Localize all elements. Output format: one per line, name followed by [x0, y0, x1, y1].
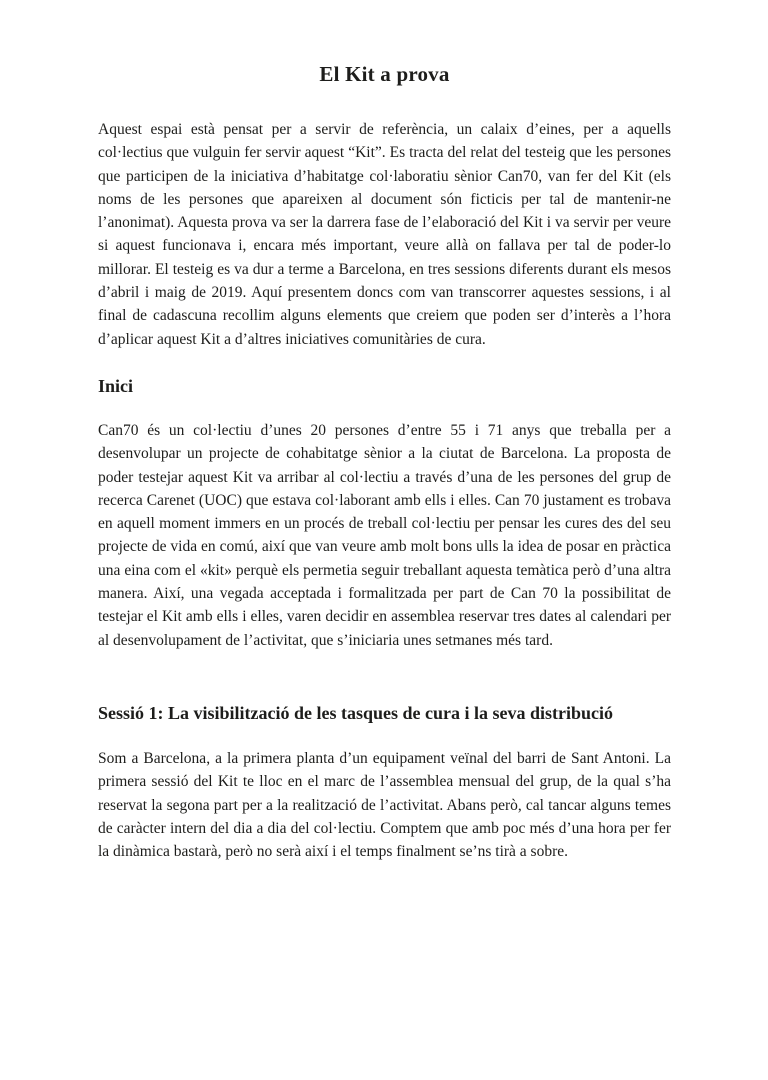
document-title: El Kit a prova [319, 62, 450, 86]
inici-paragraph: Can70 és un col·lectiu d’unes 20 persones d’entre 55 i 71 anys que treballa per a desenvolupar un projecte de cohabitatge sènior a la ciutat de Barcelona. La proposta de poder testejar aquest Kit va arribar al col·lectiu a través d’una de les persones del grup de recerca Carenet (UOC) que estava col·laborant amb ells i elles. Can 70 justament es trobava en aquell moment immers en un procés de treball col·lectiu per pensar les cures des del seu projecte de vida en comú, així que van veure amb molt bons ulls la idea de posar en pràctica una eina com el «kit» perquè els permetia seguir treballant aquesta temàtica però d’una altra manera. Així, una vegada acceptada i formalitzada per part de Can 70 la possibilitat de testejar el Kit amb ells i elles, varen decidir en assemblea reservar tres dates al calendari per al desenvolupament de l’activitat, que s’iniciaria unes setmanes més tard. [98, 421, 671, 649]
section-heading-inici: Inici [98, 375, 134, 396]
intro-paragraph: Aquest espai està pensat per a servir de referència, un calaix d’eines, per a aquells col·lectius que vulguin fer servir aquest “Kit”. Es tracta del relat del testeig que les persones que participen de la iniciativa d’habitatge col·laboratiu sènior Can70, van fer del Kit (els noms de les persones que apareixen al document són ficticis per tal de mantenir-ne l’anonimat). Aquesta prova va ser la darrera fase de l’elaboració del Kit i va servir per veure si aquest funcionava i, encara més important, veure allà on fallava per tal de poder-lo millorar. El testeig es va dur a terme a Barcelona, en tres sessions diferents durant els mesos d’abril i maig de 2019. Aquí presentem doncs com van transcorrer aquestes sessions, i al final de cadascuna recollim alguns elements que creiem que poden ser d’interès a l’hora d’aplicar aquest Kit a d’altres iniciatives comunitàries de cura. [98, 121, 671, 348]
section-heading-sessio-1: Sessió 1: La visibilització de les tasques de cura i la seva distribució [98, 702, 614, 723]
sessio-1-paragraph: Som a Barcelona, a la primera planta d’un equipament veïnal del barri de Sant Antoni. La primera sessió del Kit te lloc en el marc de l’assemblea mensual del grup, de la qual s’ha reservat la segona part per a la realització de l’activitat. Abans però, cal tancar alguns temes de caràcter intern del dia a dia del col·lectiu. Comptem que amb poc més d’una hora per fer la dinàmica bastarà, però no serà així i el temps finalment se’ns tirà a sobre. [98, 749, 671, 861]
